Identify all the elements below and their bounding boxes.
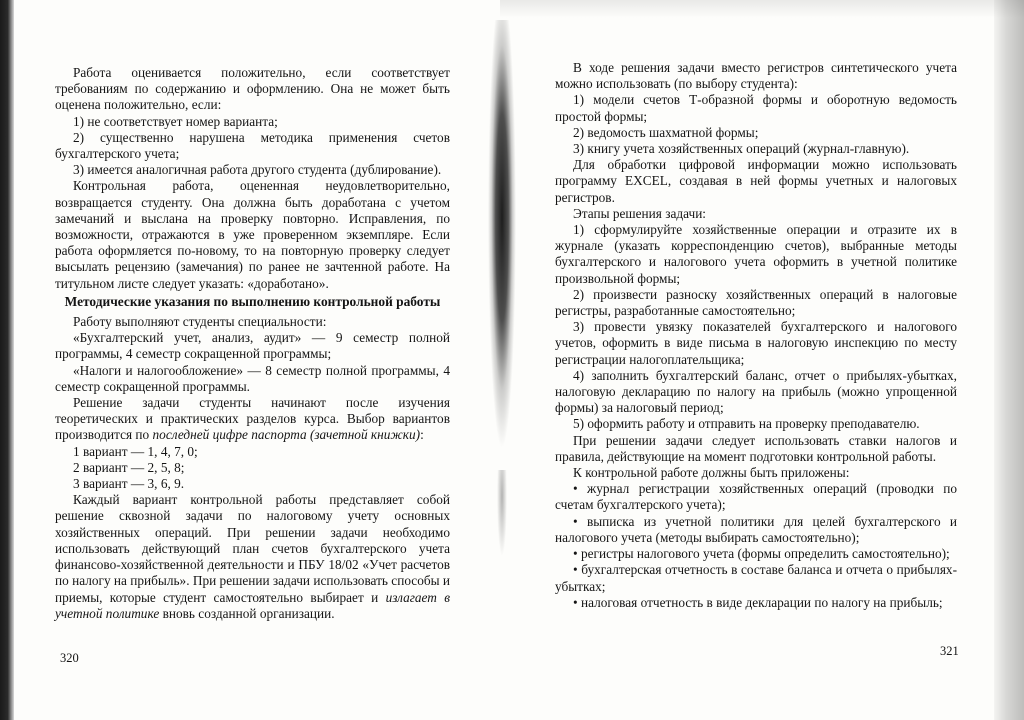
paragraph: К контрольной работе должны быть приложены:	[573, 465, 850, 481]
text-run: вновь созданной организации.	[162, 605, 335, 621]
paragraph	[55, 492, 450, 622]
paragraph: 3) книгу учета хозяйственных операций (журнал-главную).	[573, 141, 910, 157]
paragraph: При решении задачи следует использовать ставки налогов и правила, действующие на момент подготовки контрольной работы.	[555, 432, 957, 464]
scan-right-edge	[994, 0, 1024, 720]
text-run: Каждый вариант контрольной работы представляет собой решение сквозной задачи по налоговому учету основных хозяйственных операций. При решении задачи необходимо использовать действующий план счетов бухгалтерского учета финансово-хозяйственной деятельности и ПБУ 18/02 «Учет расчетов по налогу на прибыль». При решении задачи использовать способы и приемы, которые студент самостоятельно выбирает и	[55, 492, 450, 605]
right-page-text	[555, 60, 957, 611]
italic-run: последней цифре паспорта (зачетной книжки)	[152, 427, 421, 443]
section-heading: Методические указания по выполнению контрольной работы	[64, 293, 441, 309]
paragraph: 2) произвести разноску хозяйственных операций в налоговые регистры, разработанные самостоятельно;	[555, 286, 957, 319]
paragraph: 4) заполнить бухгалтерский баланс, отчет о прибылях-убытках, налоговую декларацию по налогу на прибыль (можно упрощенной формы) за налоговый период;	[555, 367, 957, 416]
paragraph: Работу выполняют студенты специальности:	[73, 314, 327, 330]
variant-item: 1 вариант — 1, 4, 7, 0;	[73, 443, 198, 459]
book-gutter-shadow	[482, 20, 522, 490]
scan-left-edge	[0, 0, 14, 720]
italic-run: излагает в учетной политике	[55, 589, 451, 621]
left-page-text	[55, 65, 450, 622]
page-number-left: 320	[60, 651, 79, 665]
variant-item: 2 вариант — 2, 5, 8;	[73, 459, 185, 475]
paragraph	[55, 395, 450, 444]
paragraph: Работа оценивается положительно, если соответствует требованиям по содержанию и оформлению. Она не может быть оценена положительно, если:	[55, 65, 450, 113]
bullet-item: • выписка из учетной политики для целей бухгалтерского и налогового учета (методы выбирать самостоятельно);	[555, 514, 957, 546]
paragraph: 1) модели счетов Т-образной формы и оборотную ведомость простой формы;	[555, 92, 957, 124]
variant-item: 3 вариант — 3, 6, 9.	[73, 476, 185, 492]
paragraph: В ходе решения задачи вместо регистров синтетического учета можно использовать (по выбору студента):	[555, 60, 957, 92]
paragraph: 1) не соответствует номер варианта;	[73, 113, 278, 129]
text-run: Решение задачи студенты начинают после изучения теоретических и практических разделов курса. Выбор вариантов производится по	[55, 395, 450, 443]
bullet-item: • бухгалтерская отчетность в составе баланса и отчета о прибылях-убытках;	[555, 562, 957, 594]
paragraph: Этапы решения задачи:	[573, 205, 707, 221]
paragraph: 2) ведомость шахматной формы;	[573, 124, 759, 140]
paragraph: «Бухгалтерский учет, анализ, аудит» — 9 семестр полной программы, 4 семестр сокращенной программы;	[55, 330, 450, 362]
paragraph: 2) существенно нарушена методика применения счетов бухгалтерского учета;	[55, 129, 450, 162]
paragraph: 3) имеется аналогичная работа другого студента (дублирование).	[73, 162, 442, 178]
paragraph: 1) сформулируйте хозяйственные операции и отразите их в журнале (указать корреспонденцию счетов), выбранные методы бухгалтерского и налогового учета оформить в учетной политике произвольной формы;	[555, 222, 957, 286]
paragraph: 5) оформить работу и отправить на проверку преподавателю.	[573, 416, 920, 432]
page-number-right: 321	[940, 644, 959, 658]
scan-top-shadow	[500, 0, 1024, 18]
paragraph: Для обработки цифровой информации можно использовать программу EXCEL, создавая в ней формы учетных и налоговых регистров.	[555, 157, 957, 205]
paragraph: Контрольная работа, оцененная неудовлетворительно, возвращается студенту. Она должна быть доработана с учетом замечаний и выслана на проверку повторно. Исправления, по возможности, отражаются в уже проверенном экземпляре. Если работа оформляется по-новому, то на повторную проверку следует высылать рецензию (замечания) по ранее не зачтенной работе. На титульном листе следует указать: «доработано».	[55, 178, 450, 291]
bullet-item: • налоговая отчетность в виде декларации по налогу на прибыль;	[555, 595, 957, 611]
book-gutter-fade	[494, 470, 510, 600]
text-run: :	[420, 427, 424, 443]
paragraph: «Налоги и налогообложение» — 8 семестр полной программы, 4 семестр сокращенной программы.	[55, 362, 450, 394]
bullet-item: • журнал регистрации хозяйственных операций (проводки по счетам бухгалтерского учета);	[555, 481, 957, 513]
paragraph: 3) провести увязку показателей бухгалтерского и налогового учетов, оформить в виде письма в налоговую инспекцию по месту регистрации налогоплательщика;	[555, 319, 957, 367]
bullet-item: • регистры налогового учета (формы определить самостоятельно);	[555, 546, 957, 562]
